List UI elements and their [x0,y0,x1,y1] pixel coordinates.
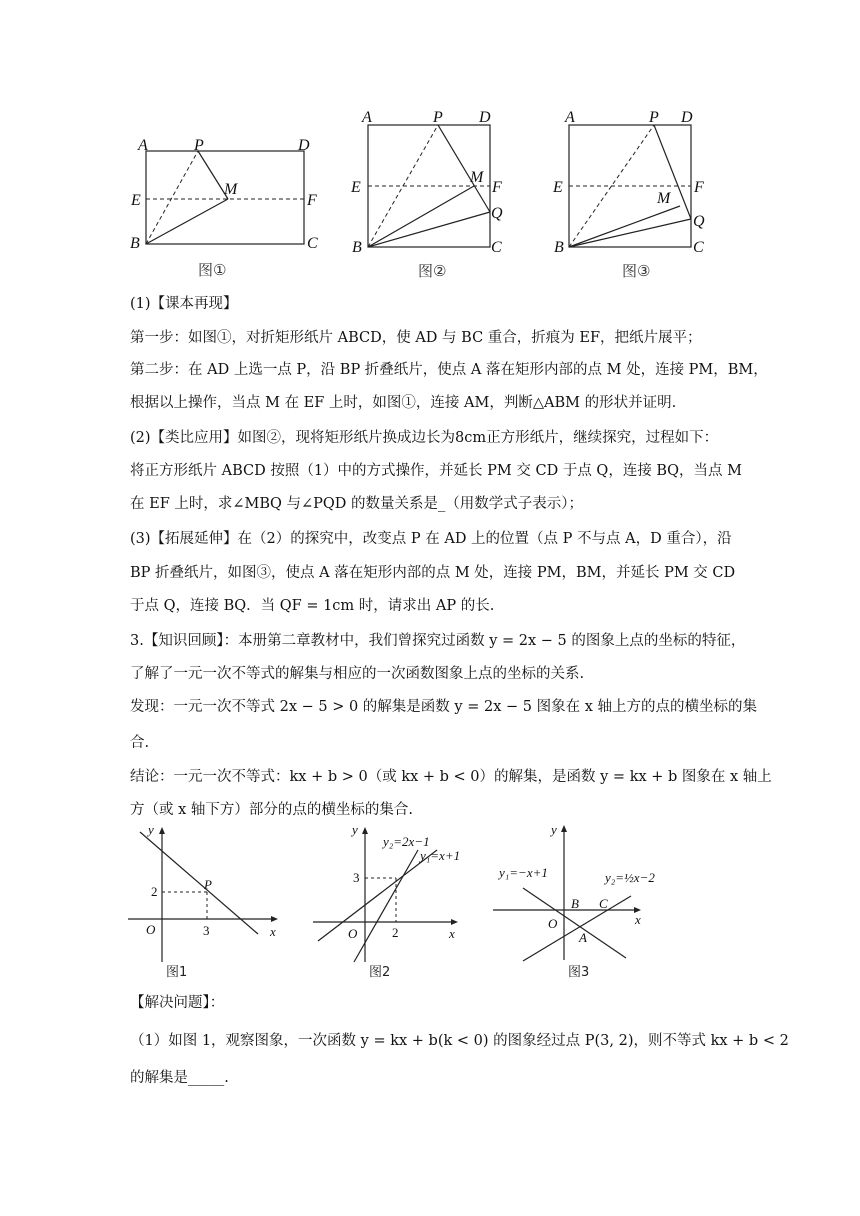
label-D: D [681,109,693,126]
figure-2 [348,106,528,290]
origin-label: O [548,916,558,931]
x-axis-label: x [449,926,455,941]
label-Q: Q [491,205,503,222]
origin-label: O [348,926,358,941]
graph-2-caption: 图2 [369,965,391,980]
section-3-text: BP 折叠纸片，如图③，使点 A 落在矩形内部的点 M 处，连接 PM，BM，并延长 PM 交 CD [130,565,736,581]
label-F: F [492,179,502,196]
y-axis-label: y [148,822,154,837]
label-P: P [649,109,659,126]
figure-2-diagram [348,106,528,286]
graph-figure-2 [313,822,483,986]
label-F: F [307,192,317,209]
label-P: P [433,109,443,126]
problem-3-heading: 3.【知识回顾】：本册第二章教材中，我们曾探究过函数 y = 2x − 5 的图象上点的坐标的特征， [130,633,746,649]
tick-2: 2 [151,884,158,899]
step-2-text: 第二步：在 AD 上选一点 P，沿 BP 折叠纸片，使点 A 落在矩形内部的点 M 处，连接 PM，BM， [130,362,768,378]
graph-figure-3 [493,820,663,984]
origin-label: O [146,922,156,937]
figure-2-caption: 图② [418,262,447,280]
label-M: M [657,190,671,207]
label-Q: Q [693,213,705,230]
question-2-text: 在 EF 上时，求∠MBQ 与∠PQD 的数量关系是_（用数学式子表示）； [130,496,584,512]
label-B: B [352,239,362,256]
solve-heading: 【解决问题】： [130,995,225,1011]
solve-question-1-cont: 的解集是_____. [130,1070,229,1086]
label-D: D [479,109,491,126]
x-axis-label: x [635,912,641,927]
conclusion-text-cont: 方（或 x 轴下方）部分的点的横坐标的集合. [130,802,414,818]
point-P-label: P [204,877,212,892]
x-axis-label: x [270,924,276,939]
label-M: M [224,181,238,198]
question-1-text: 根据以上操作，当点 M 在 EF 上时，如图①，连接 AM，判断△ABM 的形状并证明. [130,395,677,411]
section-2-heading: (2)【类比应用】如图②，现将矩形纸片换成边长为8cm正方形纸片，继续探究，过程如下： [130,430,719,446]
line-y1-label: y₁=x+1 [420,848,461,863]
point-A-label: A [579,930,587,945]
tick-3: 3 [353,870,360,885]
label-A: A [565,109,575,126]
section-3-heading: (3)【拓展延伸】在（2）的探究中，改变点 P 在 AD 上的位置（点 P 不与点 A，D 重合），沿 [130,531,732,547]
label-E: E [553,179,563,196]
graph-3-diagram [493,820,663,980]
figure-1-caption: 图① [198,261,227,279]
point-C-label: C [599,896,608,911]
figure-3-caption: 图③ [622,262,651,280]
step-1-text: 第一步：如图①，对折矩形纸片 ABCD，使 AD 与 BC 重合，折痕为 EF，把纸片展平； [130,330,702,346]
label-E: E [131,192,141,209]
section-2-text: 将正方形纸片 ABCD 按照（1）中的方式操作，并延长 PM 交 CD 于点 Q，连接 BQ，当点 M [130,463,742,479]
label-A: A [362,109,372,126]
question-3-text: 于点 Q，连接 BQ．当 QF = 1cm 时，请求出 AP 的长. [130,598,495,614]
label-P: P [194,137,204,154]
line-y1-label: y₁=−x+1 [499,865,548,880]
section-1-heading: (1)【课本再现】 [130,296,238,312]
label-C: C [693,239,704,256]
label-C: C [307,235,318,252]
graph-3-caption: 图3 [568,965,590,980]
label-F: F [694,179,704,196]
label-D: D [298,137,310,154]
line-y2-label: y₂=2x−1 [383,834,430,849]
graph-1-caption: 图1 [166,965,188,980]
label-E: E [351,179,361,196]
label-B: B [554,239,564,256]
label-C: C [491,239,502,256]
line-y2-label: y₂=½x−2 [605,870,655,885]
point-B-label: B [571,896,579,911]
tick-3: 3 [203,923,210,938]
figure-1 [128,135,328,289]
graph-figure-1 [128,822,288,986]
discovery-text: 发现：一元一次不等式 2x − 5 > 0 的解集是函数 y = 2x − 5 图象在 x 轴上方的点的横坐标的集 [130,699,757,715]
knowledge-review-text: 了解了一元一次不等式的解集与相应的一次函数图象上点的坐标的关系. [130,666,585,682]
y-axis-label: y [352,822,358,837]
tick-2: 2 [392,925,399,940]
figure-3 [550,106,730,290]
y-axis-label: y [551,822,557,837]
solve-question-1: （1）如图 1，观察图象，一次函数 y = kx + b(k < 0) 的图象经过点 P(3, 2)，则不等式 kx + b < 2 [130,1033,789,1049]
discovery-text-cont: 合. [130,735,150,751]
conclusion-text: 结论：一元一次不等式：kx + b > 0（或 kx + b < 0）的解集，是函数 y = kx + b 图象在 x 轴上 [130,769,772,785]
graph-2-diagram [313,822,483,982]
graph-1-diagram [128,822,288,982]
figure-3-diagram [550,106,730,286]
figure-1-diagram [128,135,328,285]
label-A: A [138,137,148,154]
label-B: B [130,235,140,252]
label-M: M [470,169,484,186]
